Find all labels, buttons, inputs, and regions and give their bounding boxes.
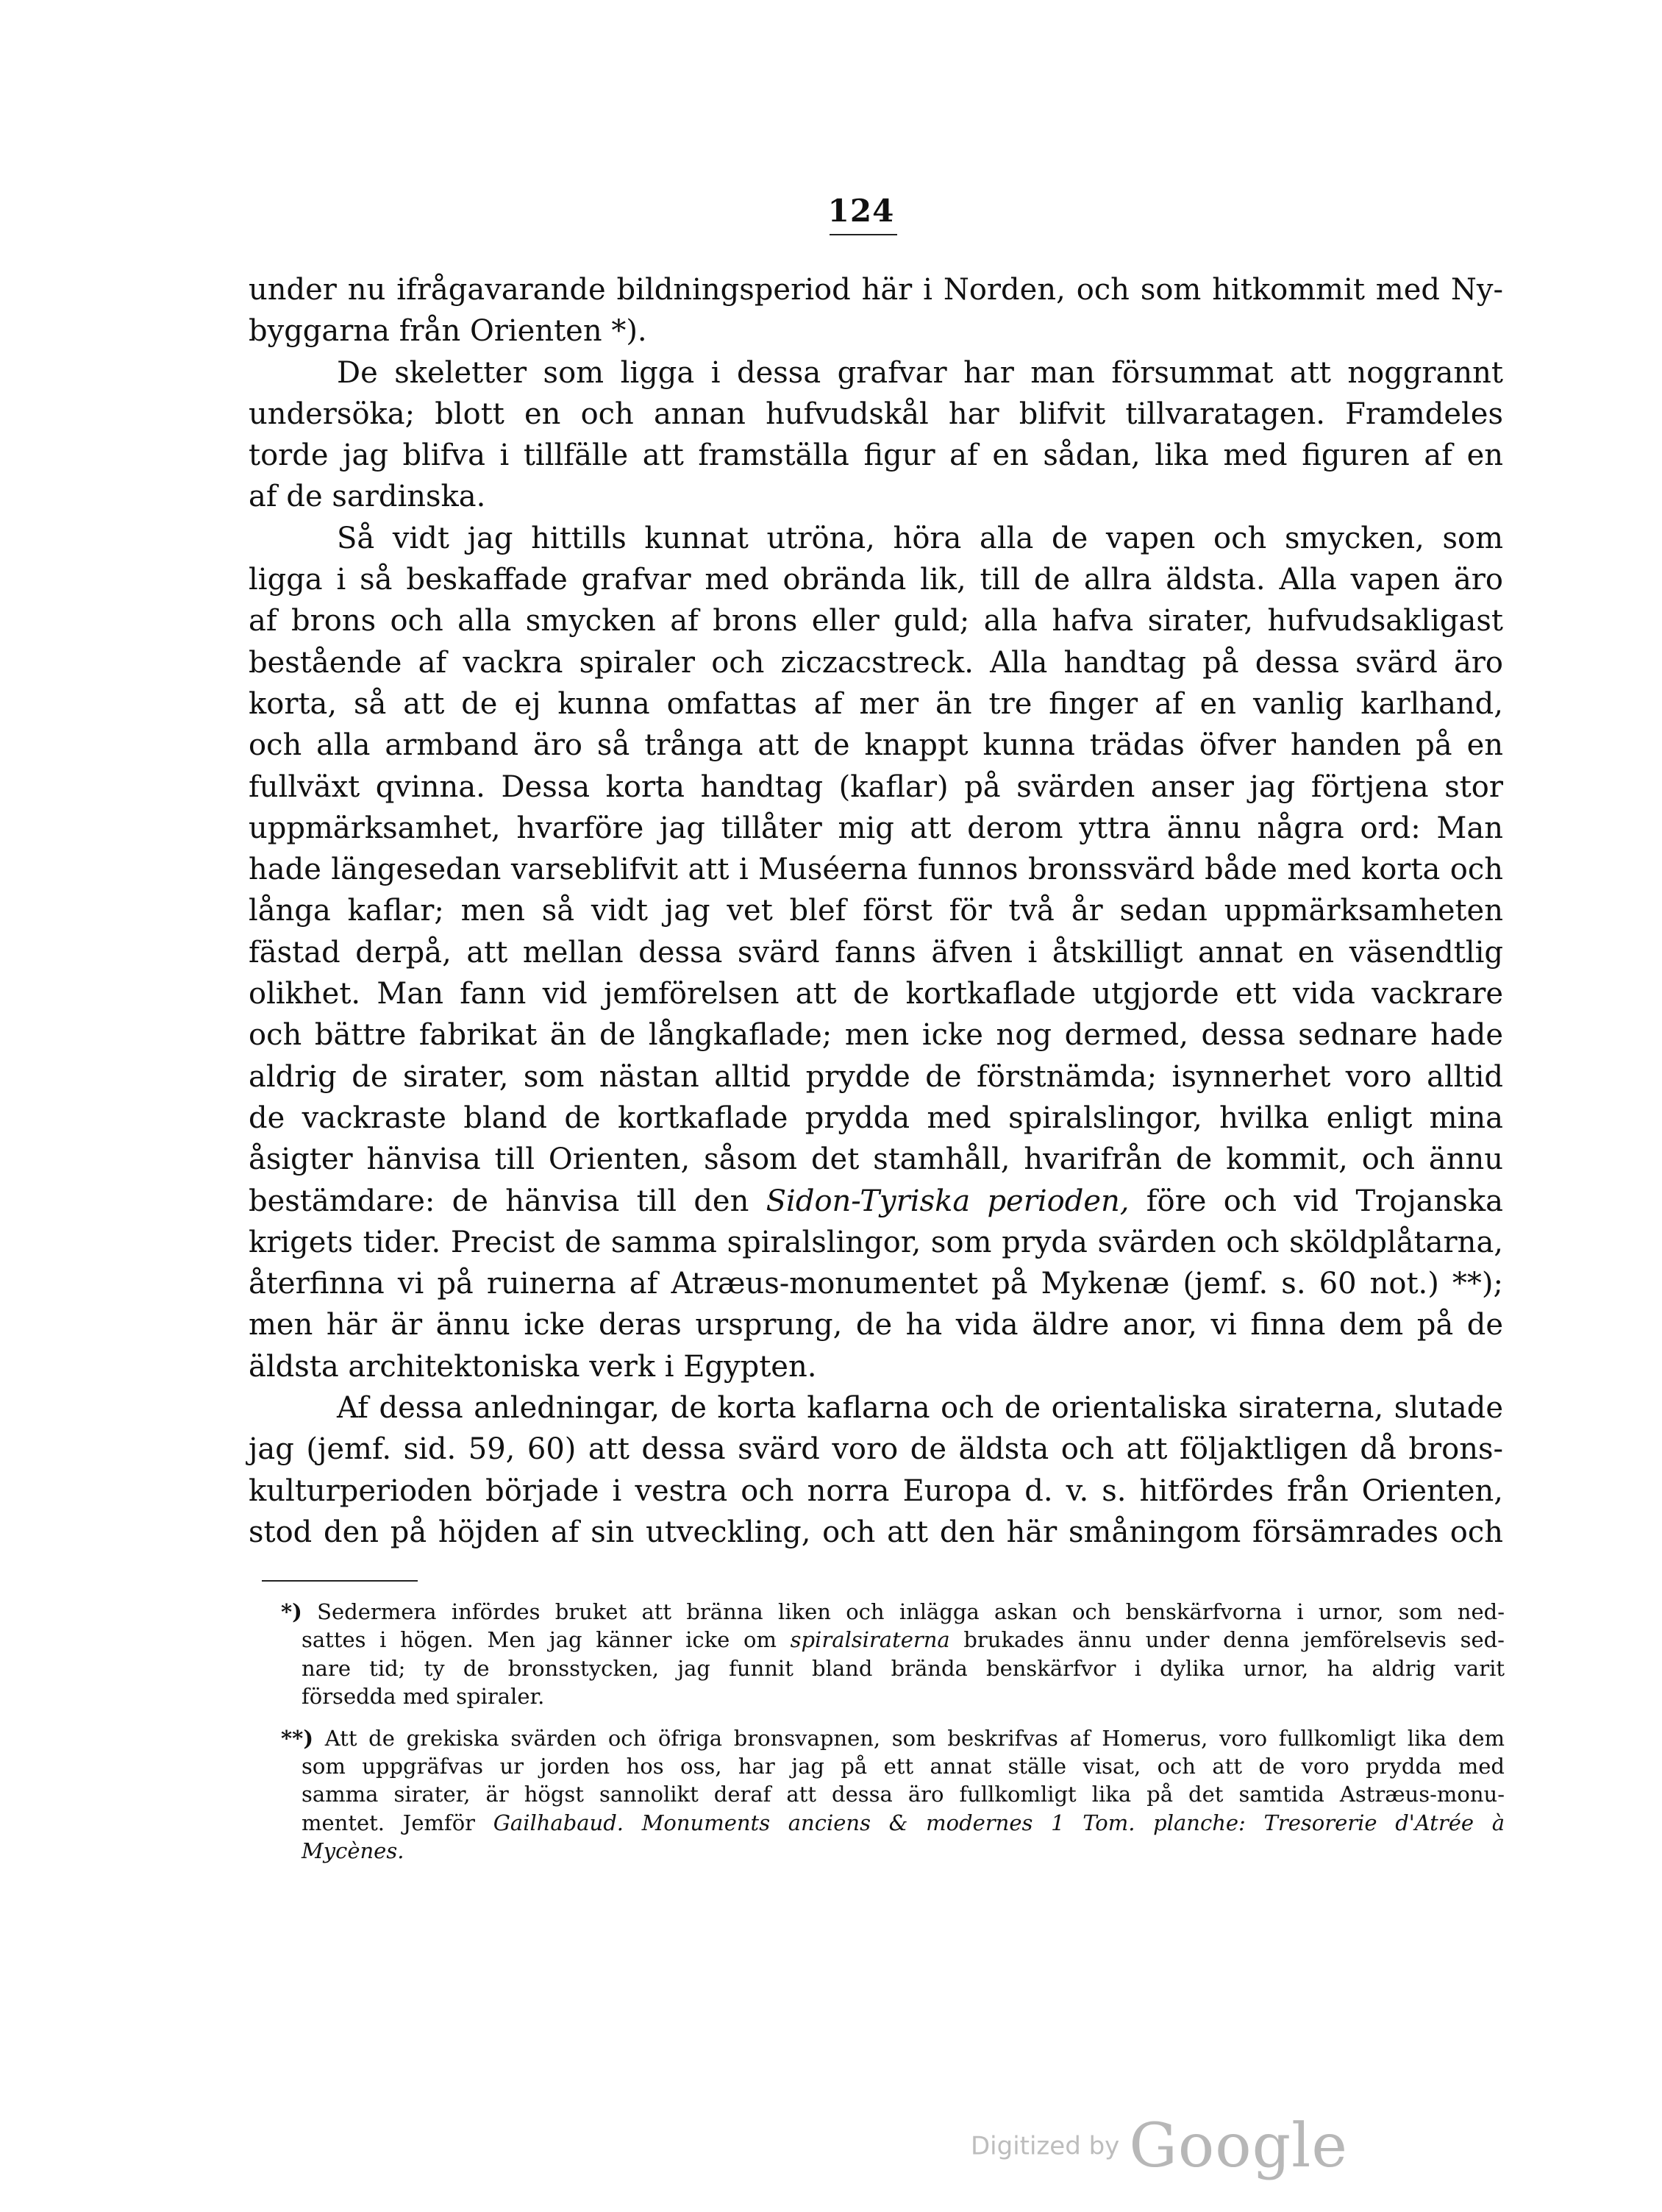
page-number: 124 [827,193,895,229]
text-line: fullväxt qvinna. Dessa korta handtag (kaflar) på svärden anser jag förtjena stor [249,769,1503,804]
paragraph-1 [249,269,1503,352]
italic-citation: Gailhabaud. Monuments anciens & modernes 1 Tom. planche: Tresorerie d'Atrée à [493,1810,1505,1835]
italic-citation: Mycènes. [302,1838,404,1864]
text-line: aldrig de sirater, som nästan alltid prydde de förstnämda; isynnerhet voro alltid [249,1059,1503,1094]
watermark-text: Digitized by [971,2131,1120,2161]
text-line: byggarna från Orienten *). [249,314,647,349]
digitized-by-google-watermark [971,2111,1348,2181]
text-run: sattes i högen. Men jag känner icke om [302,1627,791,1653]
text-run: brukades ännu under denna jemförelsevis sed- [949,1627,1505,1653]
text-line: af brons och alla smycken af brons eller guld; alla hafva sirater, hufvudsakligast [249,604,1503,639]
footnote-line [281,1598,1505,1626]
text-line: torde jag blifva i tillfälle att framställa figur af en sådan, lika med figuren af en [249,438,1503,473]
text-line: De skeletter som ligga i dessa grafvar har man försummat att noggrannt [337,355,1503,390]
text-line: krigets tider. Precist de samma spiralslingor, som pryda svärden och sköldplåtarna, [249,1225,1503,1259]
text-line: undersöka; blott en och annan hufvudskål har blifvit tillvaratagen. Framdeles [249,396,1503,431]
text-run: före och vid Trojanska [1129,1184,1503,1218]
text-line: fästad derpå, att mellan dessa svärd fanns äfven i åtskilligt annat en väsendtlig [249,935,1503,970]
footnote-marker: **) [281,1725,314,1751]
text-line: återfinna vi på ruinerna af Atræus-monumentet på Mykenæ (jemf. s. 60 not.) **); [249,1267,1503,1301]
text-line: de vackraste bland de kortkaflade prydda med spiralslingor, hvilka enligt mina [249,1100,1503,1135]
text-line: hade längesedan varseblifvit att i Muséerna funnos bronssvärd både med korta och [249,853,1503,887]
text-run: Sedermera infördes bruket att bränna liken och inlägga askan och benskärfvorna i urnor, som ned- [317,1599,1505,1624]
text-line: bestående af vackra spiraler och ziczacstreck. Alla handtag på dessa svärd äro [249,645,1503,680]
footnote-rule [262,1580,418,1582]
footnote-line [281,1837,1505,1865]
footnote-line: som uppgräfvas ur jorden hos oss, har jag på ett annat ställe visat, och att de voro prydda med [302,1754,1505,1779]
footnote-1 [281,1598,1505,1711]
text-line [249,1181,1503,1222]
footnote-line [281,1724,1505,1752]
text-run: mentet. Jemför [302,1810,493,1835]
text-run: bestämdare: de hänvisa till den [249,1184,766,1218]
paragraph-2 [249,352,1503,518]
text-line: åsigter hänvisa till Orienten, såsom det stamhåll, hvarifrån de kommit, och ännu [249,1142,1503,1177]
text-line: under nu ifrågavarande bildningsperiod här i Norden, och som hitkommit med Ny- [249,273,1503,307]
paragraph-3 [249,518,1503,1387]
footnote-line: försedda med spiraler. [302,1684,545,1710]
italic-term: spiralsiraterna [790,1627,950,1653]
text-line: Så vidt jag hittills kunnat utröna, höra alla de vapen och smycken, som [337,521,1503,555]
text-line: jag (jemf. sid. 59, 60) att dessa svärd voro de äldsta och att följaktligen då brons- [249,1432,1503,1467]
page-number-rule [830,234,897,235]
text-line: af de sardinska. [249,480,486,514]
text-line: olikhet. Man fann vid jemförelsen att de kortkaflade utgjorde ett vida vackrare [249,977,1503,1011]
footnote-line: nare tid; ty de bronsstycken, jag funnit bland brända benskärfvor i dylika urnor, ha aldrig varit [302,1655,1505,1681]
footnote-line [281,1809,1505,1837]
footnote-line: samma sirater, är högst sannolikt deraf att dessa äro fullkomligt lika på det samtida Astræus-monu- [302,1782,1505,1807]
paragraph-4 [249,1387,1503,1553]
text-line: kulturperioden började i vestra och norra Europa d. v. s. hitfördes från Orienten, [249,1473,1503,1508]
text-line: och alla armband äro så trånga att de knappt kunna trädas öfver handen på en [249,728,1503,763]
text-line: långa kaflar; men så vidt jag vet blef först för två år sedan uppmärksamheten [249,894,1503,928]
text-line: men här är ännu icke deras ursprung, de ha vida äldre anor, vi finna dem på de [249,1308,1503,1343]
text-line: uppmärksamhet, hvarföre jag tillåter mig att derom yttra ännu några ord: Man [249,811,1503,845]
text-line: äldsta architektoniska verk i Egypten. [249,1349,817,1384]
text-line: korta, så att de ej kunna omfattas af mer än tre finger af en vanlig karlhand, [249,686,1503,721]
footnotes [281,1598,1505,1879]
footnote-line [281,1626,1505,1654]
footnote-2 [281,1724,1505,1866]
text-line: Af dessa anledningar, de korta kaflarna och de orientaliska siraterna, slutade [337,1391,1503,1426]
text-line: och bättre fabrikat än de långkaflade; men icke nog dermed, dessa sednare hade [249,1018,1503,1053]
text-line: stod den på höjden af sin utveckling, och att den här småningom försämrades och [249,1515,1503,1549]
google-logo: Google [1129,2111,1348,2181]
text-run: Att de grekiska svärden och öfriga bronsvapnen, som beskrifvas af Homerus, voro fullkomligt lika dem [324,1725,1505,1751]
footnote-marker: *) [281,1599,302,1624]
text-line: ligga i så beskaffade grafvar med obrända lik, till de allra äldsta. Alla vapen äro [249,563,1503,597]
italic-title: Sidon-Tyriska perioden, [766,1184,1130,1218]
body-text [249,269,1503,1553]
